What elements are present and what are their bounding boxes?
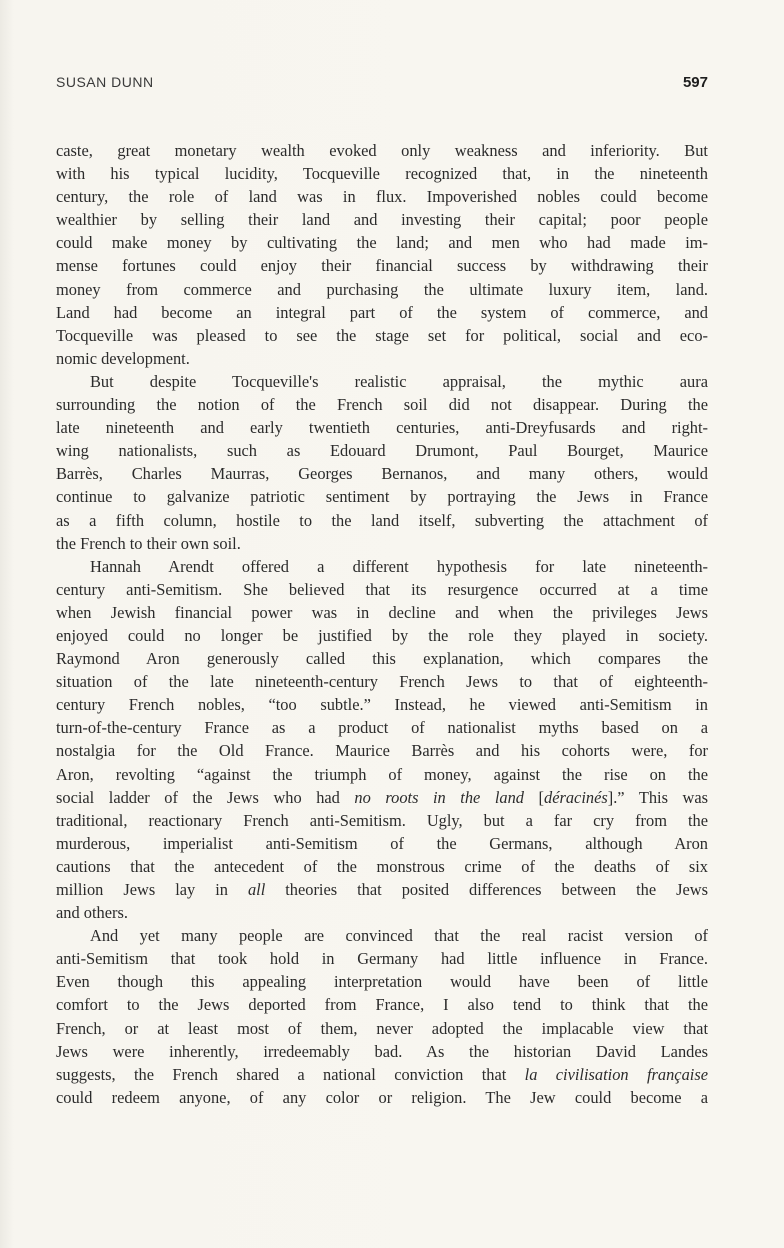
body-text bbox=[56, 139, 708, 1109]
text-line: turn-of-the-century France as a product of nationalist myths based on a bbox=[56, 718, 708, 738]
text-line: murderous, imperialist anti-Semitism of the Germans, although Aron bbox=[56, 833, 708, 853]
text-line: nomic development. bbox=[56, 348, 190, 368]
paragraph-start-line: Hannah Arendt offered a different hypothesis for late nineteenth- bbox=[90, 556, 708, 576]
text-line: century French nobles, “too subtle.” Instead, he viewed anti-Semitism in bbox=[56, 695, 708, 715]
text-line: cautions that the antecedent of the monstrous crime of the deaths of six bbox=[56, 856, 708, 876]
text-line: money from commerce and purchasing the ultimate luxury item, land. bbox=[56, 279, 708, 299]
text-line: situation of the late nineteenth-century French Jews to that of eighteenth- bbox=[56, 672, 708, 692]
italic-term: déracinés bbox=[544, 787, 608, 807]
running-head: SUSAN DUNN bbox=[56, 74, 154, 90]
text-line: and others. bbox=[56, 903, 128, 923]
text-line: wealthier by selling their land and investing their capital; poor people bbox=[56, 210, 708, 230]
paragraph-start-line: And yet many people are convinced that the real racist version of bbox=[90, 926, 708, 946]
text-line: traditional, reactionary French anti-Semitism. Ugly, but a far cry from the bbox=[56, 810, 708, 830]
text-line: anti-Semitism that took hold in Germany had little influence in France. bbox=[56, 949, 708, 969]
text-line: continue to galvanize patriotic sentiment by portraying the Jews in France bbox=[56, 487, 708, 507]
text-line: Aron, revolting “against the triumph of money, against the rise on the bbox=[56, 764, 708, 784]
italic-phrase: no roots in the land bbox=[354, 787, 524, 807]
text-line: Land had become an integral part of the system of commerce, and bbox=[56, 302, 708, 322]
text-line: century, the role of land was in flux. Impoverished nobles could become bbox=[56, 187, 708, 207]
text-line: million Jews lay in all theories that posited differences between the Jews bbox=[56, 880, 708, 899]
italic-word: all bbox=[247, 880, 266, 899]
text-line: the French to their own soil. bbox=[56, 533, 241, 553]
text-line: Raymond Aron generously called this explanation, which compares the bbox=[56, 649, 708, 669]
text-line: mense fortunes could enjoy their financial success by withdrawing their bbox=[56, 256, 708, 276]
text-line: comfort to the Jews deported from France, I also tend to think that the bbox=[56, 995, 708, 1015]
text-line: nostalgia for the Old France. Maurice Barrès and his cohorts were, for bbox=[56, 741, 708, 761]
text-line: late nineteenth and early twentieth centuries, anti-Dreyfusards and right- bbox=[56, 418, 708, 438]
text-line: Jews were inherently, irredeemably bad. As the historian David Landes bbox=[56, 1041, 708, 1061]
page-header bbox=[56, 74, 708, 98]
text-line: Barrès, Charles Maurras, Georges Bernanos, and many others, would bbox=[56, 464, 708, 484]
text-line: enjoyed could no longer be justified by the role they played in society. bbox=[56, 625, 708, 645]
italic-phrase: la civilisation française bbox=[524, 1064, 708, 1084]
text-line: century anti-Semitism. She believed that its resurgence occurred at a time bbox=[56, 579, 708, 599]
text-line: French, or at least most of them, never adopted the implacable view that bbox=[56, 1018, 708, 1038]
text-line: social ladder of the Jews who had no roots in the land [déracinés].” This was bbox=[56, 787, 708, 807]
text-line: when Jewish financial power was in decline and when the privileges Jews bbox=[56, 602, 708, 622]
text-line: with his typical lucidity, Tocqueville recognized that, in the nineteenth bbox=[56, 164, 708, 184]
text-line: Tocqueville was pleased to see the stage set for political, social and eco- bbox=[56, 325, 708, 345]
paragraph-start-line: But despite Tocqueville's realistic appraisal, the mythic aura bbox=[90, 371, 708, 391]
text-line: caste, great monetary wealth evoked only weakness and inferiority. But bbox=[56, 141, 708, 160]
text-line: wing nationalists, such as Edouard Drumont, Paul Bourget, Maurice bbox=[56, 441, 708, 461]
text-line: as a fifth column, hostile to the land itself, subverting the attachment of bbox=[56, 510, 708, 530]
text-line: could make money by cultivating the land; and men who had made im- bbox=[56, 233, 708, 253]
text-line: surrounding the notion of the French soil did not disappear. During the bbox=[56, 395, 708, 415]
page-number: 597 bbox=[682, 74, 708, 91]
text-line: suggests, the French shared a national conviction that la civilisation française bbox=[56, 1064, 708, 1084]
text-line: Even though this appealing interpretation would have been of little bbox=[56, 972, 708, 992]
text-line: could redeem anyone, of any color or religion. The Jew could become a bbox=[56, 1087, 708, 1107]
